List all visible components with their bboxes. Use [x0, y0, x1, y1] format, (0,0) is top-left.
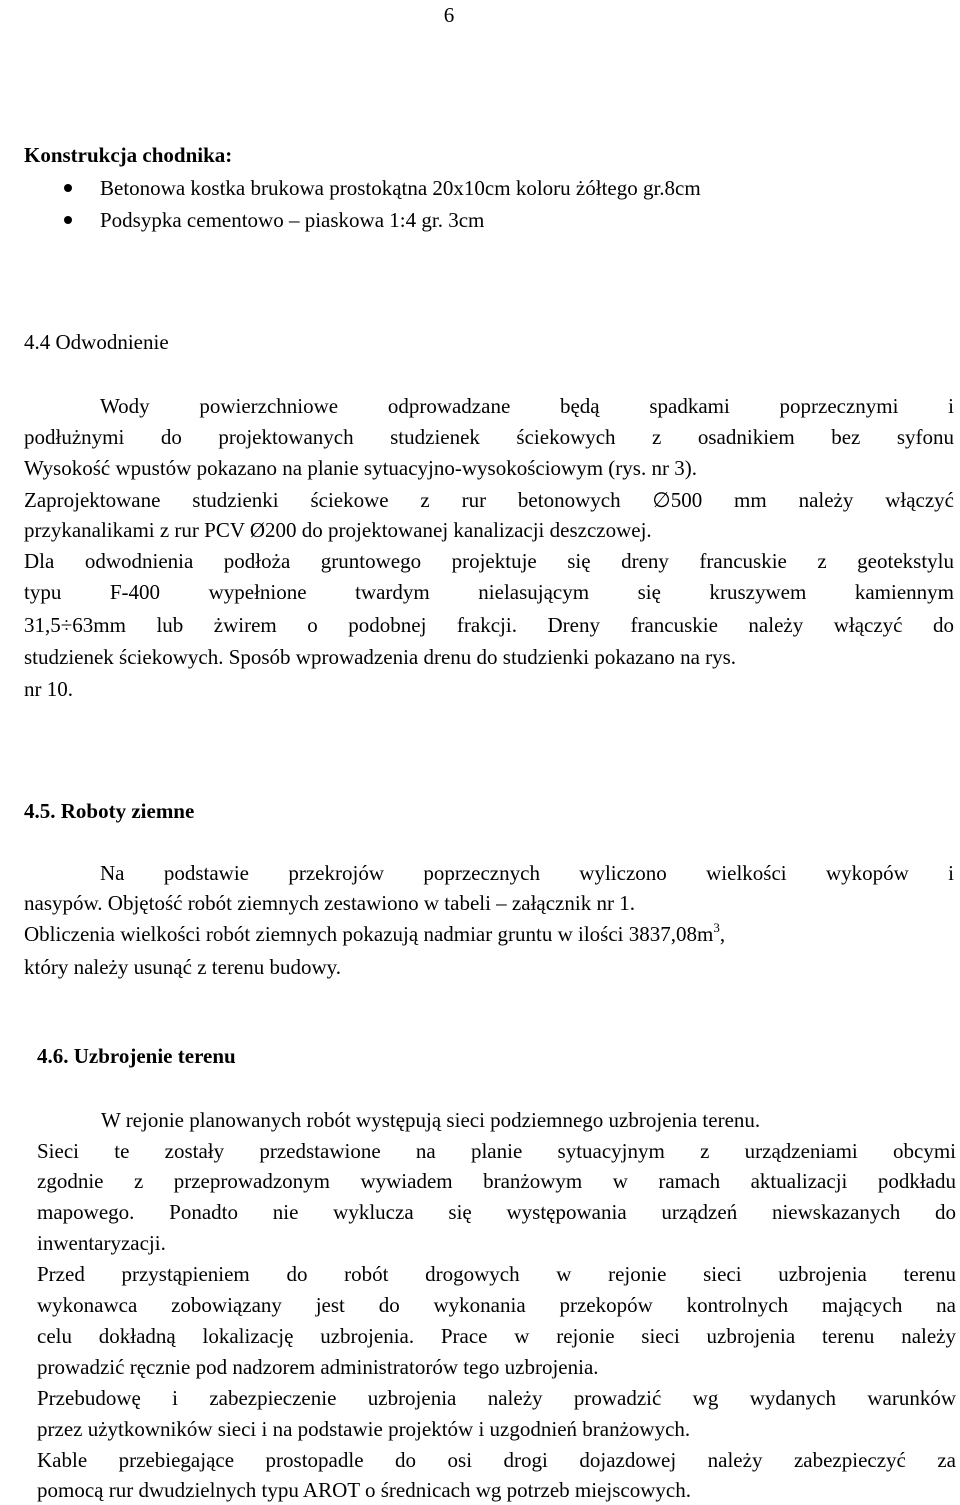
list-item-text: Podsypka cementowo – piaskowa 1:4 gr. 3cm [100, 208, 485, 232]
text-fragment: , [719, 922, 726, 946]
text-fragment: Obliczenia wielkości robót ziemnych pokazują nadmiar gruntu w ilości 3837,08m [24, 922, 714, 946]
text-line: celu dokładną lokalizację uzbrojenia. Prace w rejonie sieci uzbrojenia terenu należy [37, 1324, 956, 1348]
text-line: W rejonie planowanych robót występują sieci podziemnego uzbrojenia terenu. [101, 1108, 761, 1132]
text-line: podłużnymi do projektowanych studzienek ściekowych z osadnikiem bez syfonu [24, 425, 954, 449]
text-line [24, 919, 954, 949]
text-line: Sieci te zostały przedstawione na planie sytuacyjnym z urządzeniami obcymi [37, 1139, 956, 1163]
drainage-heading: 4.4 Odwodnienie [24, 330, 169, 354]
utilities-heading: 4.6. Uzbrojenie terenu [37, 1044, 236, 1068]
text-line: pomocą rur dwudzielnych typu AROT o średnicach wg potrzeb miejscowych. [37, 1478, 691, 1502]
superscript: 3 [713, 920, 720, 935]
text-line: nr 10. [24, 677, 73, 701]
text-line: prowadzić ręcznie pod nadzorem administratorów tego uzbrojenia. [37, 1355, 599, 1379]
text-line: Wysokość wpustów pokazano na planie sytuacyjno-wysokościowym (rys. nr 3). [24, 456, 697, 480]
text-line: typu F-400 wypełnione twardym nielasującym się kruszywem kamiennym [24, 580, 954, 604]
text-line: Na podstawie przekrojów poprzecznych wyliczono wielkości wykopów i [100, 861, 954, 885]
text-line: Wody powierzchniowe odprowadzane będą spadkami poprzecznymi i [100, 394, 954, 418]
text-line: wykonawca zobowiązany jest do wykonania przekopów kontrolnych mających na [37, 1293, 956, 1317]
text-line: mapowego. Ponadto nie wyklucza się występowania urządzeń niewskazanych do [37, 1200, 956, 1224]
text-line: nasypów. Objętość robót ziemnych zestawiono w tabeli – załącznik nr 1. [24, 891, 635, 915]
text-line: zgodnie z przeprowadzonym wywiadem branżowym w ramach aktualizacji podkładu [37, 1169, 956, 1193]
list-item-text: Betonowa kostka brukowa prostokątna 20x10cm koloru żółtego gr.8cm [100, 176, 701, 200]
bullet-icon [64, 216, 72, 224]
text-line: który należy usunąć z terenu budowy. [24, 955, 342, 979]
text-line: Zaprojektowane studzienki ściekowe z rur betonowych ∅500 mm należy włączyć [24, 488, 954, 512]
text-line: przez użytkowników sieci i na podstawie projektów i uzgodnień branżowych. [37, 1417, 691, 1441]
construction-heading: Konstrukcja chodnika: [24, 143, 233, 167]
page-number: 6 [443, 3, 455, 27]
text-line: Dla odwodnienia podłoża gruntowego projektuje się dreny francuskie z geotekstylu [24, 549, 954, 573]
bullet-icon [64, 184, 72, 192]
earthworks-heading: 4.5. Roboty ziemne [24, 799, 195, 823]
text-line: Przebudowę i zabezpieczenie uzbrojenia należy prowadzić wg wydanych warunków [37, 1386, 956, 1410]
text-line: 31,5÷63mm lub żwirem o podobnej frakcji. Dreny francuskie należy włączyć do [24, 613, 954, 637]
text-line: inwentaryzacji. [37, 1231, 166, 1255]
text-line: przykanalikami z rur PCV Ø200 do projektowanej kanalizacji deszczowej. [24, 518, 652, 542]
text-line: Przed przystąpieniem do robót drogowych w rejonie sieci uzbrojenia terenu [37, 1262, 956, 1286]
text-line: studzienek ściekowych. Sposób wprowadzenia drenu do studzienki pokazano na rys. [24, 645, 737, 669]
text-line: Kable przebiegające prostopadle do osi drogi dojazdowej należy zabezpieczyć za [37, 1448, 956, 1472]
